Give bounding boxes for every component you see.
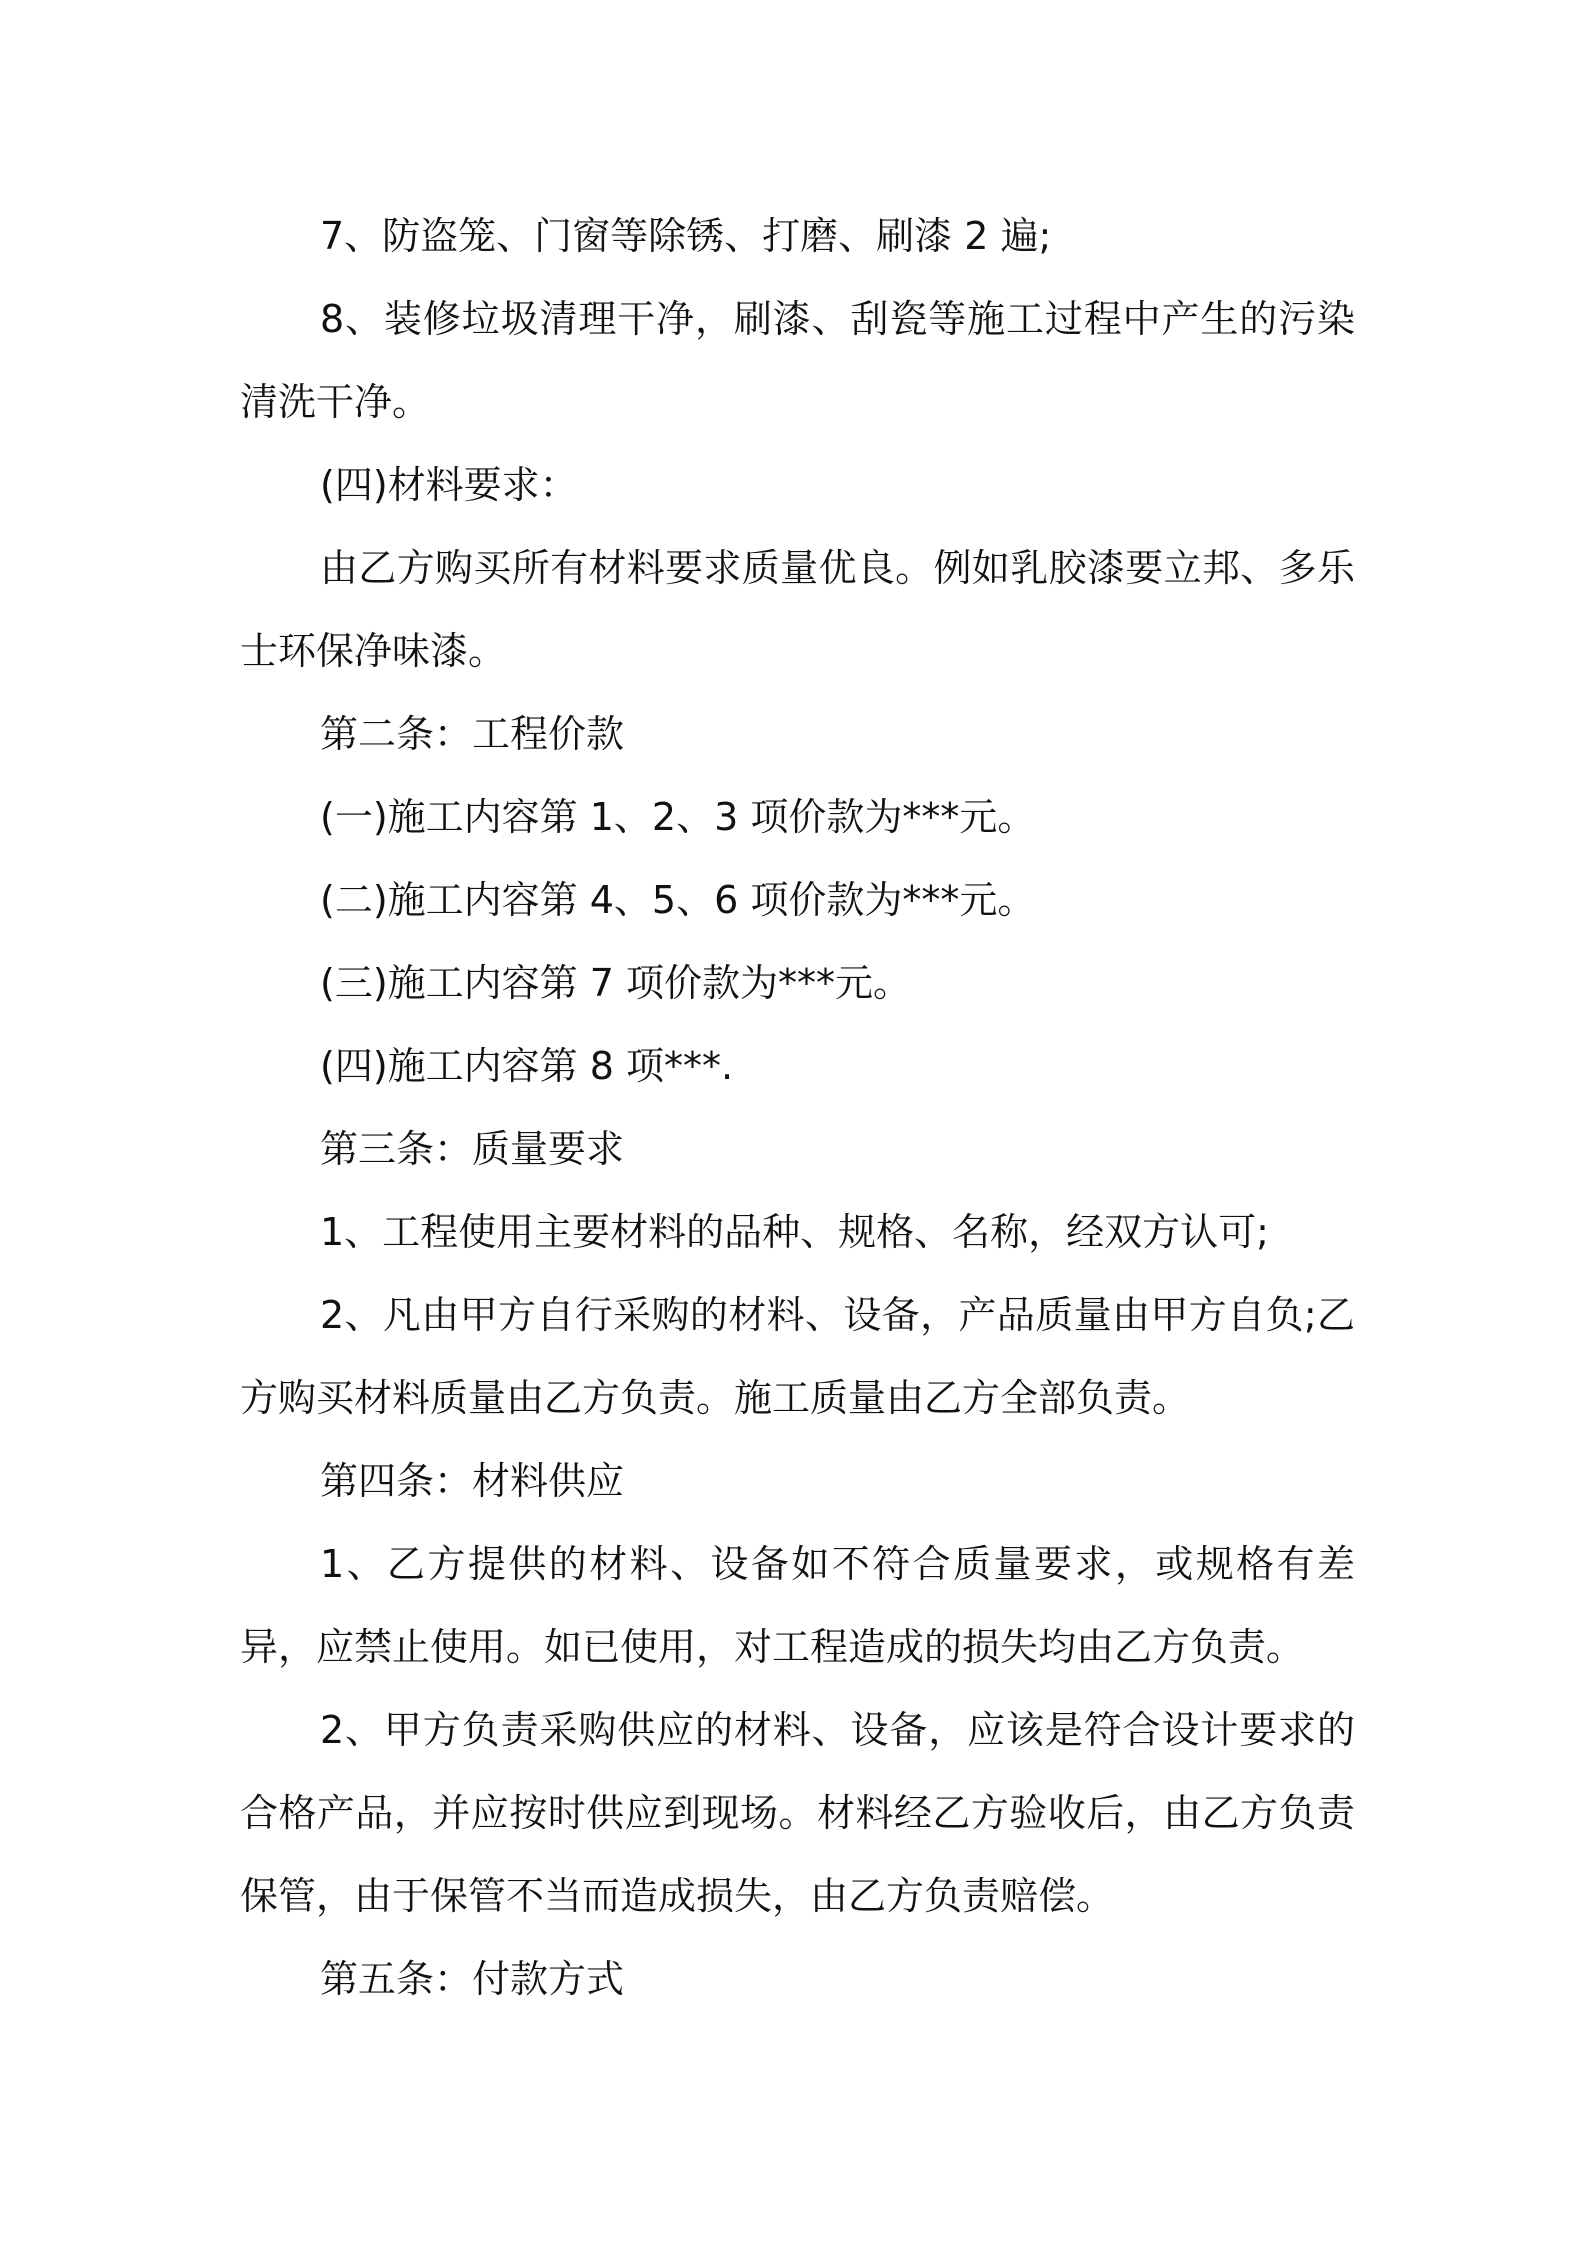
article-heading-5: 第五条：付款方式: [320, 1957, 625, 2001]
article-heading-4: 第四条：材料供应: [320, 1459, 625, 1503]
price-item-3: (三)施工内容第 7 项价款为***元。: [320, 961, 911, 1005]
price-item-1: (一)施工内容第 1、2、3 项价款为***元。: [320, 795, 1036, 839]
supply-item-1: 1、乙方提供的材料、设备如不符合质量要求，或规格有差异，应禁止使用。如已使用，对工程造成的损失均由乙方负责。: [240, 1542, 1355, 1669]
supply-item-2: 2、甲方负责采购供应的材料、设备，应该是符合设计要求的合格产品，并应按时供应到现场。材料经乙方验收后，由乙方负责保管，由于保管不当而造成损失，由乙方负责赔偿。: [240, 1708, 1355, 1918]
document-body: [240, 195, 1355, 2021]
article-heading-3: 第三条：质量要求: [320, 1127, 625, 1171]
quality-item-1: 1、工程使用主要材料的品种、规格、名称，经双方认可;: [320, 1210, 1269, 1254]
paragraph-item-8: 8、装修垃圾清理干净，刷漆、刮瓷等施工过程中产生的污染清洗干净。: [240, 297, 1355, 424]
price-item-2: (二)施工内容第 4、5、6 项价款为***元。: [320, 878, 1036, 922]
paragraph-item-7: 7、防盗笼、门窗等除锈、打磨、刷漆 2 遍;: [320, 214, 1052, 258]
section-heading-materials: (四)材料要求：: [320, 463, 578, 507]
article-heading-2: 第二条：工程价款: [320, 712, 625, 756]
price-item-4: (四)施工内容第 8 项***.: [320, 1044, 734, 1088]
paragraph-materials-detail: 由乙方购买所有材料要求质量优良。例如乳胶漆要立邦、多乐士环保净味漆。: [240, 546, 1355, 673]
quality-item-2: 2、凡由甲方自行采购的材料、设备，产品质量由甲方自负;乙方购买材料质量由乙方负责。施工质量由乙方全部负责。: [240, 1293, 1355, 1420]
